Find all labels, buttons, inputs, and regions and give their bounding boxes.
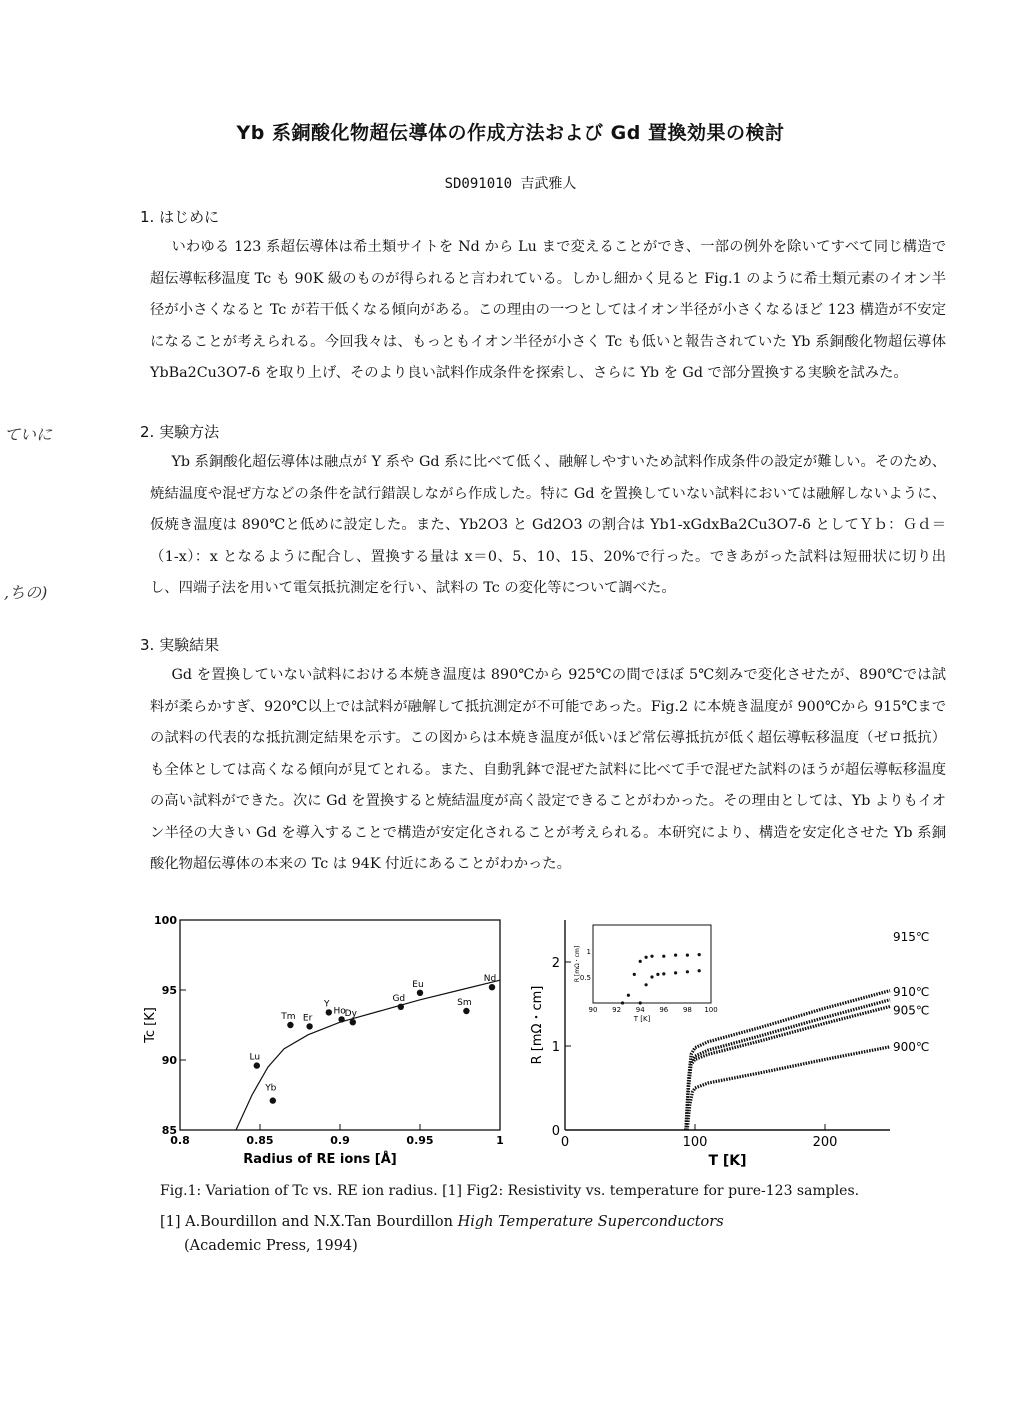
fig2-series-label: 900℃ xyxy=(893,1039,930,1054)
section-body-results xyxy=(150,660,946,881)
paragraph-method: Yb 系銅酸化超伝導体は融点が Y 系や Gd 系に比べて低く、融解しやすいため試料作成条件の設定が難しい。そのため、焼結温度や混ぜ方などの条件を試行錯誤しながら作成した。特に Gd を置換していない試料においては融解しないように、仮焼き温度は 890℃と低めに設定した。また、Yb2O3 と Gd2O3 の割合は Yb1-xGdxBa2Cu3O7-δ としてＹｂ：Ｇｄ＝（1-x）：x となるように配合し、置換する量は x＝0、5、10、15、20%で行った。できあがった試料は短冊状に切り出し、四端子法を用いて電気抵抗測定を行い、試料の Tc の変化等について調べた。 xyxy=(150,454,946,596)
section-body-method xyxy=(150,447,946,605)
paragraph-intro: いわゆる 123 系超伝導体は希土類サイトを Nd から Lu まで変えることができ、一部の例外を除いてすべて同じ構造で超伝導転移温度 Tc も 90K 級のものが得られると言われている。しかし細かく見ると Fig.1 のように希土類元素のイオン半径が小さくなると Tc が若干低くなる傾向がある。この理由の一つとしてはイオン半径が小さくなるほど 123 構造が不安定になることが考えられる。今回我々は、もっともイオン半径が小さく Tc も低いと報告されていた Yb 系銅酸化物超伝導体 YbBa2Cu3O7-δ を取り上げ、そのより良い試料作成条件を探索し、さらに Yb を Gd で部分置換する実験を試みた。 xyxy=(150,239,946,381)
fig1-x-axis-label: Radius of RE ions [Å] xyxy=(243,1152,397,1167)
reference-1 xyxy=(160,1214,724,1230)
fig2-y-axis-label: R [mΩ・cm] xyxy=(530,985,545,1065)
fig2-inset-point xyxy=(639,960,642,963)
fig2-series-label: 910℃ xyxy=(893,984,930,999)
fig2-inset-x-tick-label: 90 xyxy=(588,1006,598,1014)
fig1-point-label: Y xyxy=(324,999,330,1010)
fig2-inset-point xyxy=(645,956,648,959)
fig2-inset-point xyxy=(698,953,701,956)
fig2-inset-point xyxy=(662,972,665,975)
section-body-intro xyxy=(150,232,946,390)
paragraph-results: Gd を置換していない試料における本焼き温度は 890℃から 925℃の間でほぼ 5℃刻みで変化させたが、890℃では試料が柔らかすぎ、920℃以上では試料が融解して抵抗測定が不可能であった。Fig.2 に本焼き温度が 900℃から 915℃までの試料の代表的な抵抗測定結果を示す。この図からは本焼き温度が低いほど常伝導抵抗が低く超伝導転移温度（ゼロ抵抗）も全体としては高くなる傾向が見てとれる。また、自動乳鉢で混ぜた試料に比べて手で混ぜた試料のほうが超伝導転移温度の高い試料ができた。次に Gd を置換すると焼結温度が高く設定できることがわかった。その理由としては、Yb よりもイオン半径の大きい Gd を導入することで構造が安定化されることが考えられる。本研究により、構造を安定化させた Yb 系銅酸化物超伝導体の本来の Tc は 94K 付近にあることがわかった。 xyxy=(150,667,946,872)
fig2-inset-point xyxy=(645,983,648,986)
fig1-point-label: Nd xyxy=(483,974,497,985)
section-heading-results: 3. 実験結果 xyxy=(140,636,220,654)
fig2-inset-x-tick-label: 98 xyxy=(682,1006,692,1014)
fig1-y-tick-label: 90 xyxy=(161,1054,177,1067)
reference-1-title: High Temperature Superconductors xyxy=(457,1214,724,1230)
fig2-inset-point xyxy=(639,1001,642,1004)
fig1-point-label: Ho xyxy=(333,1006,346,1017)
fig1-point-label: Er xyxy=(302,1013,313,1024)
fig2-inset-x-tick-label: 94 xyxy=(635,1006,645,1014)
fig1-data-point xyxy=(326,1009,332,1015)
fig1-data-point xyxy=(463,1008,469,1014)
fig2-inset-point xyxy=(686,970,689,973)
fig1-data-point xyxy=(489,984,495,990)
fig2-inset-point xyxy=(674,954,677,957)
fig2-inset-point xyxy=(656,973,659,976)
fig2-inset-y-tick-label: 1 xyxy=(586,948,591,956)
fig1-x-tick-label: 0.8 xyxy=(170,1134,190,1147)
margin-note-2: ,ちの) xyxy=(4,583,48,602)
section-heading-intro: 1. はじめに xyxy=(140,208,220,226)
fig2-inset-x-axis-label: T [K] xyxy=(633,1015,651,1023)
fig1-data-point xyxy=(306,1023,312,1029)
fig2-inset-x-tick-label: 92 xyxy=(612,1006,622,1014)
fig2-series-label: 905℃ xyxy=(893,1003,930,1018)
fig2-inset-y-tick-label: 0.5 xyxy=(579,974,591,982)
fig2-x-axis-label: T [K] xyxy=(708,1153,747,1169)
fig2-inset-point xyxy=(686,954,689,957)
fig1-point-label: Gd xyxy=(392,993,406,1004)
fig2-y-tick-label: 1 xyxy=(551,1040,560,1055)
page-title: Yb 系銅酸化物超伝導体の作成方法および Gd 置換効果の検討 xyxy=(236,122,785,144)
fig2-inset-point xyxy=(698,969,701,972)
fig1-y-tick-label: 100 xyxy=(154,914,177,927)
fig1-plot-frame xyxy=(180,920,500,1130)
fig1-point-label: Sm xyxy=(457,998,472,1008)
fig1-y-tick-label: 85 xyxy=(161,1124,177,1137)
fig2-series-line xyxy=(686,1000,890,1130)
section-heading-method: 2. 実験方法 xyxy=(140,423,220,441)
fig2-inset-point xyxy=(627,994,630,997)
fig2-inset-frame xyxy=(593,925,711,1003)
fig2-inset-point xyxy=(662,955,665,958)
fig2-inset-point xyxy=(674,971,677,974)
fig1-data-point xyxy=(287,1022,293,1028)
fig1-point-label: Eu xyxy=(412,979,424,990)
fig1-data-point xyxy=(254,1062,260,1068)
fig1-data-point xyxy=(350,1019,356,1025)
fig2-series-line xyxy=(687,1047,890,1130)
figure-caption: Fig.1: Variation of Tc vs. RE ion radius. [1] Fig2: Resistivity vs. temperature for pure-123 samples. xyxy=(160,1183,860,1199)
fig2-inset-point xyxy=(633,973,636,976)
fig1-point-label: Yb xyxy=(265,1083,277,1094)
fig2-series-label: 915℃ xyxy=(893,930,930,944)
fig1-x-tick-label: 0.95 xyxy=(406,1134,434,1147)
fig1-x-tick-label: 0.85 xyxy=(246,1134,274,1147)
fig1-point-label: Tm xyxy=(281,1012,296,1022)
fig2-x-tick-label: 0 xyxy=(560,1135,570,1150)
fig2-inset-point xyxy=(650,975,653,978)
fig1-x-tick-label: 1 xyxy=(496,1134,504,1147)
fig2-inset-point xyxy=(621,1001,624,1004)
fig2-y-tick-label: 0 xyxy=(551,1124,560,1139)
fig1-data-point xyxy=(270,1097,276,1103)
fig2-y-tick-label: 2 xyxy=(551,956,560,971)
fig2-inset-x-tick-label: 96 xyxy=(659,1006,669,1014)
fig1-point-label: Lu xyxy=(249,1052,261,1063)
reference-1-authors: [1] A.Bourdillon and N.X.Tan Bourdillon xyxy=(160,1214,458,1230)
fig2-inset-point xyxy=(650,955,653,958)
fig2-inset-x-tick-label: 100 xyxy=(704,1006,718,1014)
fig1-point-label: Dy xyxy=(344,1009,357,1020)
fig2-x-tick-label: 100 xyxy=(682,1135,708,1150)
fig2-inset-y-axis-label: R [mΩ・cm] xyxy=(574,945,581,983)
fig1-data-point xyxy=(417,990,423,996)
figure-1-chart xyxy=(140,905,510,1175)
fig1-x-tick-label: 0.9 xyxy=(330,1134,350,1147)
reference-1-publisher: (Academic Press, 1994) xyxy=(184,1238,358,1254)
fig1-y-tick-label: 95 xyxy=(161,984,177,997)
author-line: SD091010 吉武雅人 xyxy=(444,176,577,192)
figure-2-chart xyxy=(515,905,955,1175)
fig1-y-axis-label: Tc [K] xyxy=(143,1007,158,1043)
margin-note-1: ていに xyxy=(4,425,53,444)
fig1-data-point xyxy=(398,1004,404,1010)
fig2-x-tick-label: 200 xyxy=(812,1135,838,1150)
